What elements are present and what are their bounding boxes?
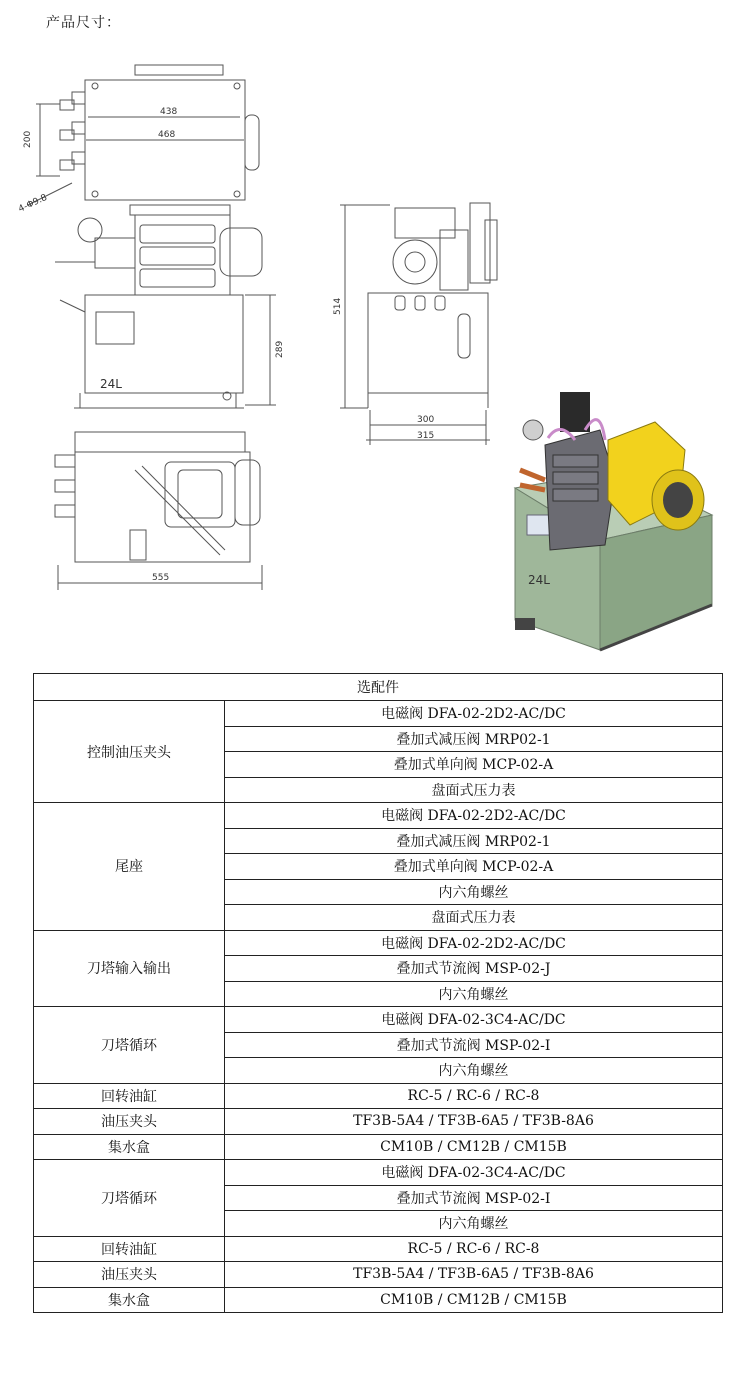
dim-555: 555: [152, 573, 170, 583]
item-cell: RC-5 / RC-6 / RC-8: [225, 1083, 723, 1109]
table-row: [34, 1262, 723, 1288]
table-row: [34, 1083, 723, 1109]
item-cell: 电磁阀 DFA-02-3C4-AC/DC: [225, 1007, 723, 1033]
category-cell: 刀塔循环: [34, 1160, 225, 1237]
dim-438: 438: [160, 107, 178, 117]
category-cell: 集水盒: [34, 1134, 225, 1160]
item-cell: 电磁阀 DFA-02-2D2-AC/DC: [225, 803, 723, 829]
tank-label-render: 24L: [528, 573, 550, 587]
item-cell: 盘面式压力表: [225, 905, 723, 931]
section-title: 产品尺寸：: [46, 15, 121, 31]
item-cell: 内六角螺丝: [225, 1211, 723, 1237]
item-cell: 电磁阀 DFA-02-3C4-AC/DC: [225, 1160, 723, 1186]
table-row: [34, 1287, 723, 1313]
tank-label-front: 24L: [100, 377, 122, 391]
category-cell: 集水盒: [34, 1287, 225, 1313]
table-row: [34, 701, 723, 727]
dim-468: 468: [158, 130, 176, 140]
item-cell: 叠加式单向阀 MCP-02-A: [225, 752, 723, 778]
item-cell: CM10B / CM12B / CM15B: [225, 1134, 723, 1160]
category-cell: 尾座: [34, 803, 225, 931]
product-drawings: [0, 40, 750, 660]
table-row: [34, 1236, 723, 1262]
item-cell: TF3B-5A4 / TF3B-6A5 / TF3B-8A6: [225, 1262, 723, 1288]
category-cell: 油压夹头: [34, 1109, 225, 1135]
item-cell: 叠加式减压阀 MRP02-1: [225, 726, 723, 752]
product-3d-render: [515, 392, 712, 650]
dim-514: 514: [333, 297, 343, 315]
category-cell: 刀塔循环: [34, 1007, 225, 1084]
table-row: [34, 930, 723, 956]
item-cell: 电磁阀 DFA-02-2D2-AC/DC: [225, 930, 723, 956]
item-cell: 叠加式节流阀 MSP-02-I: [225, 1185, 723, 1211]
item-cell: 叠加式单向阀 MCP-02-A: [225, 854, 723, 880]
item-cell: 内六角螺丝: [225, 879, 723, 905]
table-row: [34, 1134, 723, 1160]
accessories-table: [33, 673, 723, 1313]
table-row: [34, 1109, 723, 1135]
category-cell: 刀塔输入输出: [34, 930, 225, 1007]
item-cell: TF3B-5A4 / TF3B-6A5 / TF3B-8A6: [225, 1109, 723, 1135]
top-view-drawing: [28, 65, 259, 205]
item-cell: RC-5 / RC-6 / RC-8: [225, 1236, 723, 1262]
dim-289: 289: [275, 340, 285, 358]
item-cell: 叠加式减压阀 MRP02-1: [225, 828, 723, 854]
front-view-drawing: [55, 205, 276, 408]
dim-300: 300: [417, 415, 435, 425]
table-row: [34, 803, 723, 829]
dim-315: 315: [417, 431, 435, 441]
category-cell: 回转油缸: [34, 1236, 225, 1262]
table-header-row: [34, 674, 723, 701]
dim-hole: 4-Φ9.8: [17, 192, 49, 215]
category-cell: 回转油缸: [34, 1083, 225, 1109]
item-cell: 内六角螺丝: [225, 1058, 723, 1084]
item-cell: 盘面式压力表: [225, 777, 723, 803]
table-header: 选配件: [34, 674, 723, 701]
item-cell: 叠加式节流阀 MSP-02-I: [225, 1032, 723, 1058]
plan-view-drawing: [55, 432, 262, 590]
category-cell: 油压夹头: [34, 1262, 225, 1288]
item-cell: CM10B / CM12B / CM15B: [225, 1287, 723, 1313]
item-cell: 叠加式节流阀 MSP-02-J: [225, 956, 723, 982]
item-cell: 电磁阀 DFA-02-2D2-AC/DC: [225, 701, 723, 727]
table-row: [34, 1007, 723, 1033]
side-view-drawing: [340, 203, 497, 445]
dim-200: 200: [23, 130, 33, 148]
table-row: [34, 1160, 723, 1186]
category-cell: 控制油压夹头: [34, 701, 225, 803]
item-cell: 内六角螺丝: [225, 981, 723, 1007]
